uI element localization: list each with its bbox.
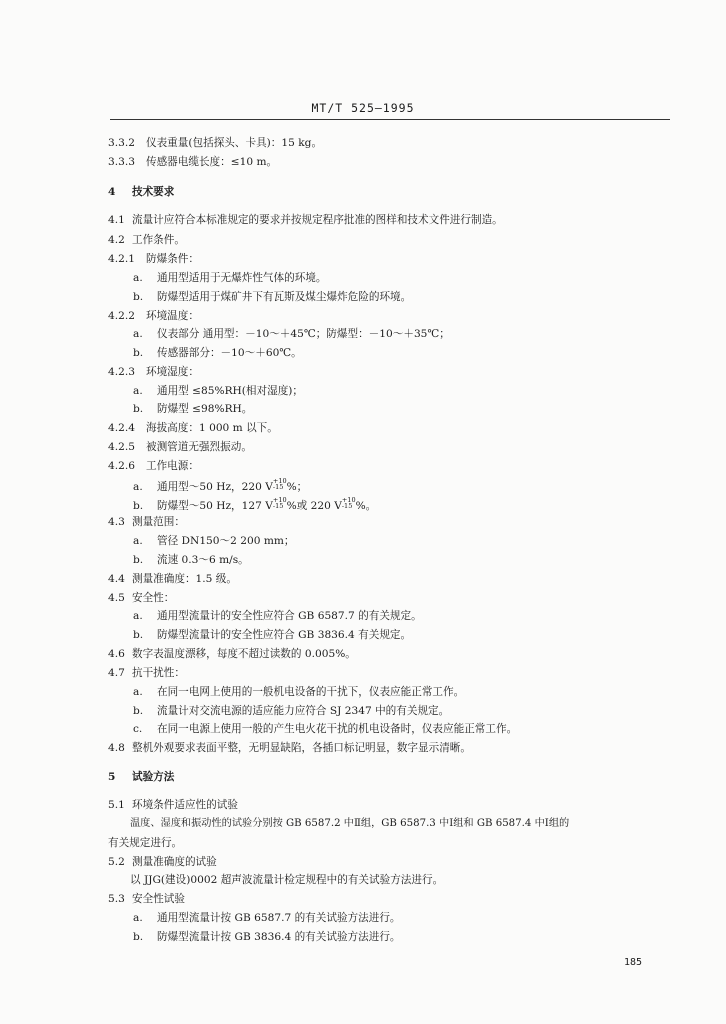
item-4-5-a: a. 通用型流量计的安全性应符合 GB 6587.7 的有关规定。 (133, 610, 422, 622)
clause-4-4: 4.4 测量准确度：1.5 级。 (108, 573, 237, 585)
tolerance-superscript: +10 -15 (341, 496, 356, 510)
section-5-heading: 5 试验方法 (108, 771, 175, 783)
page-number: 185 (624, 957, 643, 968)
clause-4-1: 4.1 流量计应符合本标准规定的要求并按规定程序批准的图样和技术文件进行制造。 (108, 214, 503, 226)
paragraph-5-1-line-2: 有关规定进行。 (108, 837, 183, 849)
standard-code-header: MT/T 525—1995 (311, 101, 415, 115)
clause-3-3-3: 3.3.3 传感器电缆长度：≤10 m。 (108, 156, 278, 168)
clause-4-2-2: 4.2.2 环境温度： (108, 310, 199, 322)
clause-4-3: 4.3 测量范围： (108, 516, 185, 528)
item-4-3-a: a. 管径 DN150～2 200 mm； (133, 535, 295, 547)
clause-5-1: 5.1 环境条件适应性的试验 (108, 799, 238, 811)
item-4-2-1-b: b. 防爆型适用于煤矿井下有瓦斯及煤尘爆炸危险的环境。 (133, 291, 412, 303)
clause-4-2-4: 4.2.4 海拔高度：1 000 m 以下。 (108, 422, 278, 434)
clause-5-2: 5.2 测量准确度的试验 (108, 856, 217, 868)
item-4-2-2-b: b. 传感器部分：－10～＋60℃。 (133, 347, 302, 359)
item-4-2-3-a: a. 通用型 ≤85%RH(相对湿度)； (133, 385, 304, 397)
header-rule (110, 119, 670, 120)
clause-3-3-2: 3.3.2 仪表重量(包括探头、卡具)：15 kg。 (108, 137, 323, 149)
clause-4-8: 4.8 整机外观要求表面平整，无明显缺陷，各插口标记明显，数字显示清晰。 (108, 742, 471, 754)
item-4-2-1-a: a. 通用型适用于无爆炸性气体的环境。 (133, 272, 327, 284)
section-4-heading: 4 技术要求 (108, 186, 175, 198)
clause-4-5: 4.5 安全性： (108, 592, 175, 604)
item-5-3-b: b. 防爆型流量计按 GB 3836.4 的有关试验方法进行。 (133, 931, 401, 943)
clause-5-3: 5.3 安全性试验 (108, 893, 185, 905)
item-4-2-6-a: a. 通用型～50 Hz，220 V $^{+10 -15}$ %； (133, 477, 308, 493)
clause-4-7: 4.7 抗干扰性： (108, 667, 185, 679)
clause-4-2-5: 4.2.5 被测管道无强烈振动。 (108, 441, 252, 453)
item-4-2-6-b: b. 防爆型～50 Hz，127 V $^{+10 -15}$ %或 220 V $^{+10 -15}$ %。 (133, 496, 377, 512)
item-4-5-b: b. 防爆型流量计的安全性应符合 GB 3836.4 有关规定。 (133, 629, 412, 641)
clause-4-2: 4.2 工作条件。 (108, 234, 185, 246)
clause-4-2-3: 4.2.3 环境湿度： (108, 366, 199, 378)
clause-4-6: 4.6 数字表温度漂移，每度不超过读数的 0.005%。 (108, 648, 356, 660)
tolerance-superscript: +10 -15 (272, 496, 287, 510)
item-4-7-a: a. 在同一电网上使用的一般机电设备的干扰下，仪表应能正常工作。 (133, 686, 465, 698)
tolerance-superscript: +10 -15 (272, 477, 287, 491)
item-4-3-b: b. 流速 0.3～6 m/s。 (133, 554, 249, 566)
paragraph-5-2: 以 JJG(建设)0002 超声波流量计检定规程中的有关试验方法进行。 (130, 874, 444, 886)
item-4-7-c: c. 在同一电源上使用一般的产生电火花干扰的机电设备时，仪表应能正常工作。 (133, 723, 518, 735)
item-4-2-3-b: b. 防爆型 ≤98%RH。 (133, 403, 253, 415)
paragraph-5-1-line-1: 温度、湿度和振动性的试验分别按 GB 6587.2 中Ⅱ组，GB 6587.3 中Ⅰ组和 GB 6587.4 中Ⅰ组的 (130, 818, 570, 829)
clause-4-2-6: 4.2.6 工作电源： (108, 460, 199, 472)
item-5-3-a: a. 通用型流量计按 GB 6587.7 的有关试验方法进行。 (133, 912, 401, 924)
item-4-7-b: b. 流量计对交流电源的适应能力应符合 SJ 2347 中的有关规定。 (133, 705, 450, 717)
clause-4-2-1: 4.2.1 防爆条件： (108, 253, 199, 265)
item-4-2-2-a: a. 仪表部分 通用型：－10～＋45℃；防爆型：－10～＋35℃； (133, 328, 450, 340)
